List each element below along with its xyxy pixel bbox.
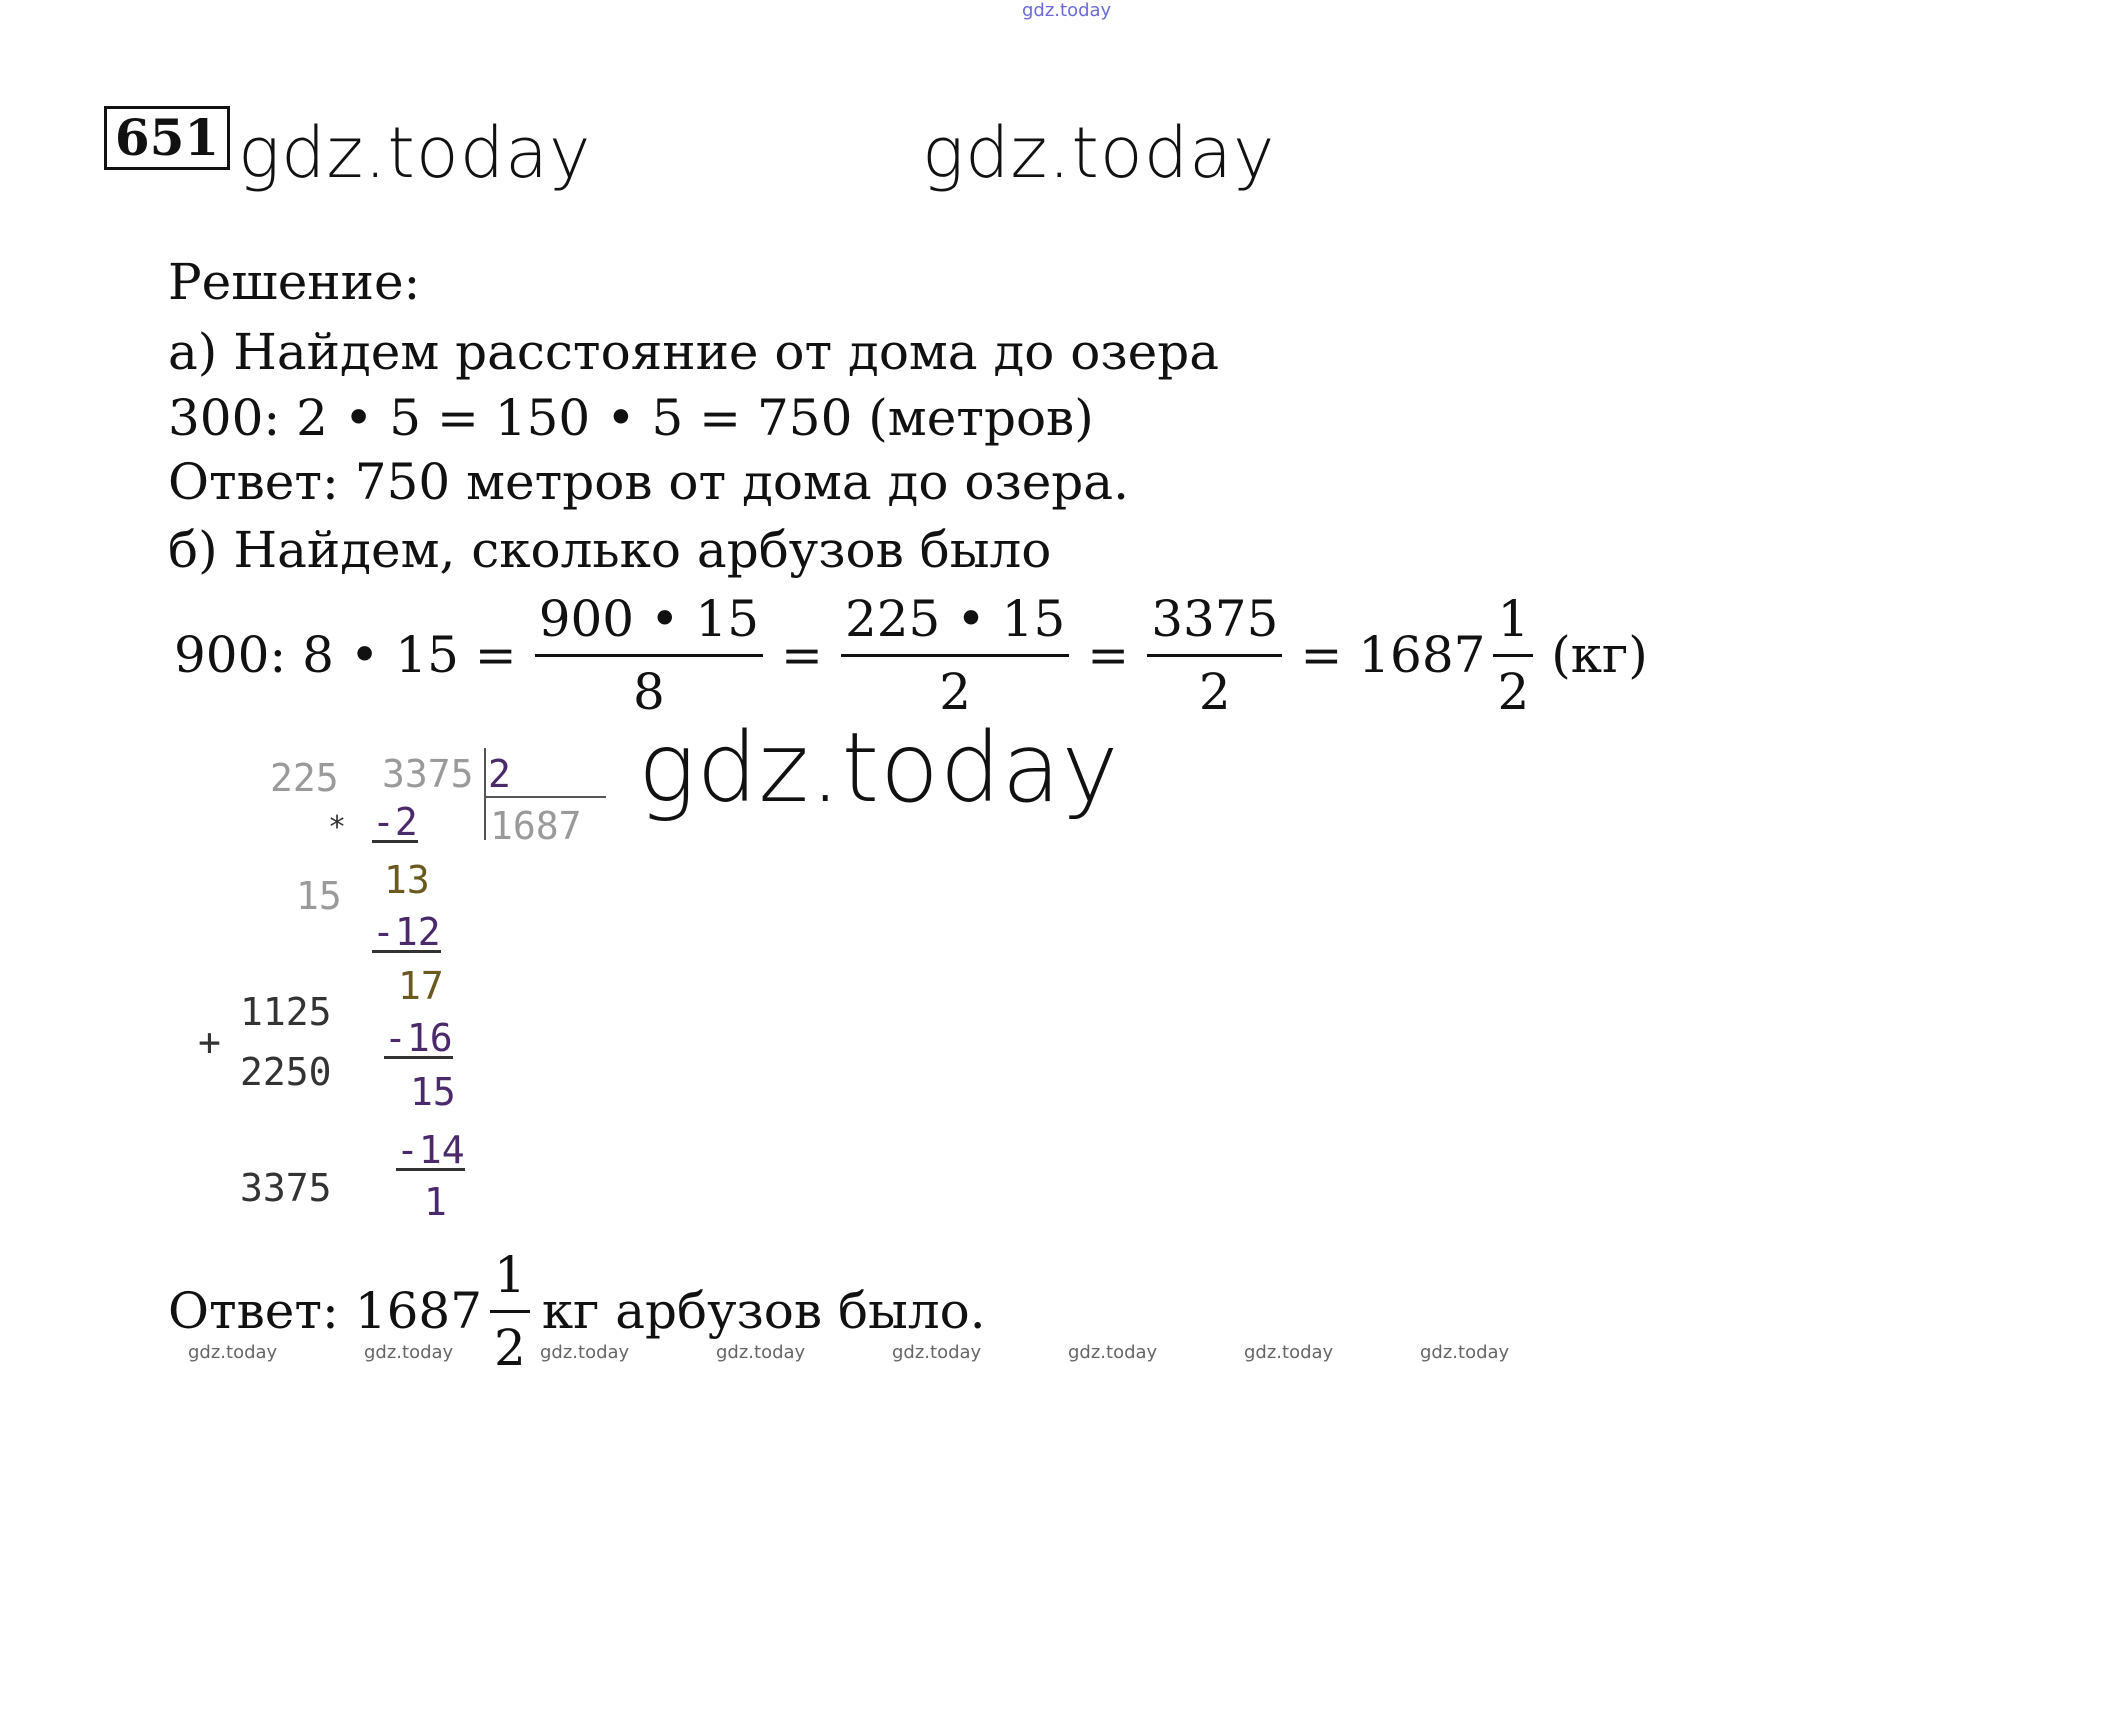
equation-lhs: 900: 8 • 15 = <box>174 626 517 684</box>
fraction-numerator: 1 <box>1497 589 1530 648</box>
dividend: 3375 <box>382 752 474 796</box>
fraction-denominator: 2 <box>1497 662 1530 721</box>
mult-top: 225 <box>270 756 339 800</box>
fraction-numerator: 1 <box>494 1245 526 1304</box>
fraction-2 <box>841 590 1069 721</box>
watermark-small: gdz.today <box>188 1342 278 1363</box>
division-step: -14 <box>396 1128 465 1172</box>
watermark-small: gdz.today <box>364 1342 454 1363</box>
fraction-denominator: 2 <box>494 1318 526 1377</box>
fraction-numerator: 225 • 15 <box>844 589 1066 648</box>
watermark-row <box>188 1342 1548 1366</box>
task-number: 651 <box>104 106 230 170</box>
watermark-large: gdz.today <box>922 112 1276 194</box>
watermark-small: gdz.today <box>716 1342 806 1363</box>
watermark-small: gdz.today <box>1068 1342 1158 1363</box>
watermark-small: gdz.today <box>1420 1342 1510 1363</box>
mult-bottom: 15 <box>296 874 342 918</box>
fraction-3 <box>1147 590 1282 721</box>
partial-product-2: 2250 <box>240 1050 332 1094</box>
watermark-small: gdz.today <box>540 1342 630 1363</box>
fraction-numerator: 900 • 15 <box>538 589 760 648</box>
division-step: -16 <box>384 1016 453 1060</box>
fraction-denominator: 8 <box>632 662 665 721</box>
part-a-answer: Ответ: 750 метров от дома до озера. <box>168 453 1130 511</box>
part-a-calc: 300: 2 • 5 = 150 • 5 = 750 (метров) <box>168 389 1094 447</box>
division-vertical-line <box>484 748 486 840</box>
division-step: 13 <box>384 858 430 902</box>
watermark-large: gdz.today <box>238 112 592 194</box>
unit-label: (кг) <box>1551 626 1648 684</box>
watermark-large: gdz.today <box>638 712 1120 824</box>
fraction-denominator: 2 <box>1198 662 1231 721</box>
watermark-top: gdz.today <box>1022 0 1112 21</box>
divisor: 2 <box>488 752 511 796</box>
product-result: 3375 <box>240 1166 332 1210</box>
partial-product-1: 1125 <box>240 990 332 1034</box>
mult-sign: * <box>328 810 347 845</box>
final-answer-suffix: кг арбузов было. <box>541 1282 986 1340</box>
quotient: 1687 <box>490 804 582 848</box>
fraction-4 <box>1493 590 1533 721</box>
add-sign: + <box>198 1020 221 1064</box>
equals-sign: = <box>781 626 823 684</box>
division-horizontal-line <box>484 796 606 798</box>
equals-sign: = <box>1087 626 1130 684</box>
fraction-numerator: 3375 <box>1151 589 1279 648</box>
division-step: -12 <box>372 910 441 954</box>
division-step: 1 <box>424 1180 447 1224</box>
watermark-small: gdz.today <box>892 1342 982 1363</box>
watermark-small: gdz.today <box>1244 1342 1334 1363</box>
part-a-title: а) Найдем расстояние от дома до озера <box>168 323 1220 381</box>
fraction-1 <box>535 590 763 721</box>
division-step: -2 <box>372 800 418 844</box>
mixed-number-whole: = 1687 <box>1300 626 1486 684</box>
part-b-equation <box>168 580 1654 730</box>
division-step: 15 <box>410 1070 456 1114</box>
final-answer-prefix: Ответ: 1687 <box>168 1282 483 1340</box>
solution-heading: Решение: <box>168 253 421 311</box>
fraction-denominator: 2 <box>939 662 972 721</box>
division-step: 17 <box>398 964 444 1008</box>
part-b-title: б) Найдем, сколько арбузов было <box>168 521 1052 579</box>
